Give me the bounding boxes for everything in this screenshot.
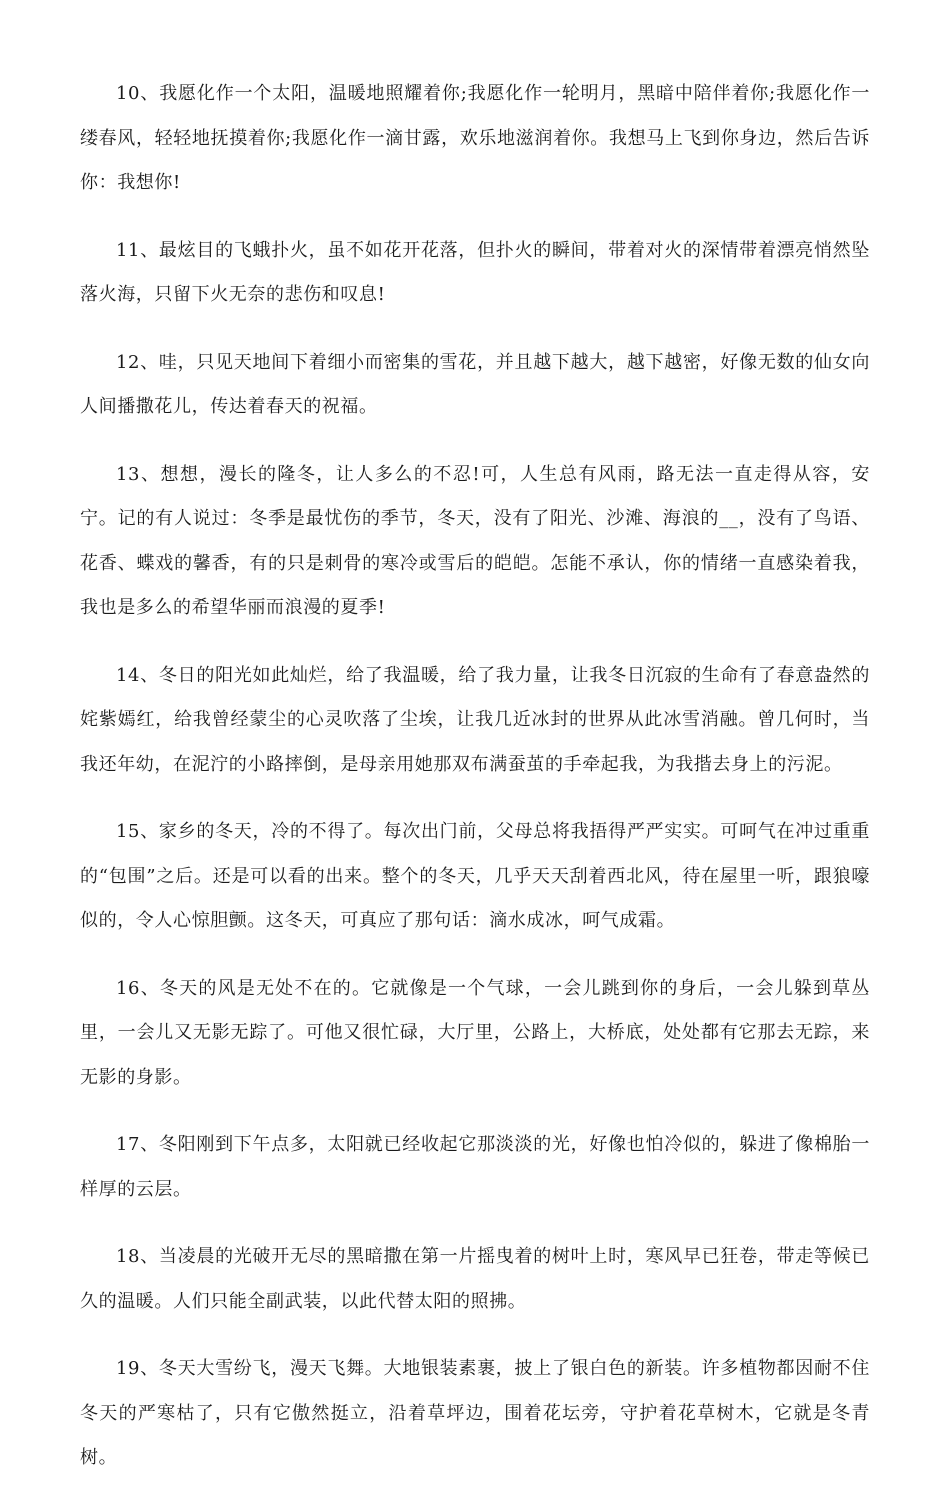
paragraph-10: 10、我愿化作一个太阳，温暖地照耀着你;我愿化作一轮明月，黑暗中陪伴着你;我愿化作一缕春风，轻轻地抚摸着你;我愿化作一滴甘露，欢乐地滋润着你。我想马上飞到你身边，然后告诉你：我想你!: [80, 83, 870, 193]
paragraph-12: 12、哇，只见天地间下着细小而密集的雪花，并且越下越大，越下越密，好像无数的仙女向人间播撒花儿，传达着春天的祝福。: [80, 351, 870, 417]
paragraph-13: 13、想想，漫长的隆冬，让人多么的不忍!可，人生总有风雨，路无法一直走得从容，安宁。记的有人说过：冬季是最忧伤的季节，冬天，没有了阳光、沙滩、海浪的__，没有了鸟语、花香、蝶戏的馨香，有的只是刺骨的寒冷或雪后的皑皑。怎能不承认，你的情绪一直感染着我，我也是多么的希望华丽而浪漫的夏季!: [80, 463, 870, 618]
paragraph-18: 18、当凌晨的光破开无尽的黑暗撒在第一片摇曳着的树叶上时，寒风早已狂卷，带走等候已久的温暖。人们只能全副武装，以此代替太阳的照拂。: [80, 1246, 870, 1312]
paragraph-14: 14、冬日的阳光如此灿烂，给了我温暖，给了我力量，让我冬日沉寂的生命有了春意盎然的姹紫嫣红，给我曾经蒙尘的心灵吹落了尘埃，让我几近冰封的世界从此冰雪消融。曾几何时，当我还年幼，在泥泞的小路摔倒，是母亲用她那双布满蚕茧的手牵起我，为我揩去身上的污泥。: [80, 664, 870, 775]
paragraph-19: 19、冬天大雪纷飞，漫天飞舞。大地银装素裹，披上了银白色的新装。许多植物都因耐不住冬天的严寒枯了，只有它傲然挺立，沿着草坪边，围着花坛旁，守护着花草树木，它就是冬青树。: [80, 1358, 870, 1468]
paragraph-17: 17、冬阳刚到下午点多，太阳就已经收起它那淡淡的光，好像也怕冷似的，躲进了像棉胎一样厚的云层。: [80, 1134, 870, 1200]
paragraph-16: 16、冬天的风是无处不在的。它就像是一个气球，一会儿跳到你的身后，一会儿躲到草丛里，一会儿又无影无踪了。可他又很忙碌，大厅里，公路上，大桥底，处处都有它那去无踪，来无影的身影。: [80, 977, 870, 1088]
document-page: [80, 72, 870, 1504]
paragraph-11: 11、最炫目的飞蛾扑火，虽不如花开花落，但扑火的瞬间，带着对火的深情带着漂亮悄然坠落火海，只留下火无奈的悲伤和叹息!: [80, 239, 870, 305]
paragraph-15: 15、家乡的冬天，冷的不得了。每次出门前，父母总将我捂得严严实实。可呵气在冲过重重的“包围”之后。还是可以看的出来。整个的冬天，几乎天天刮着西北风，待在屋里一听，跟狼嚎似的，令人心惊胆颤。这冬天，可真应了那句话：滴水成冰，呵气成霜。: [80, 821, 870, 931]
